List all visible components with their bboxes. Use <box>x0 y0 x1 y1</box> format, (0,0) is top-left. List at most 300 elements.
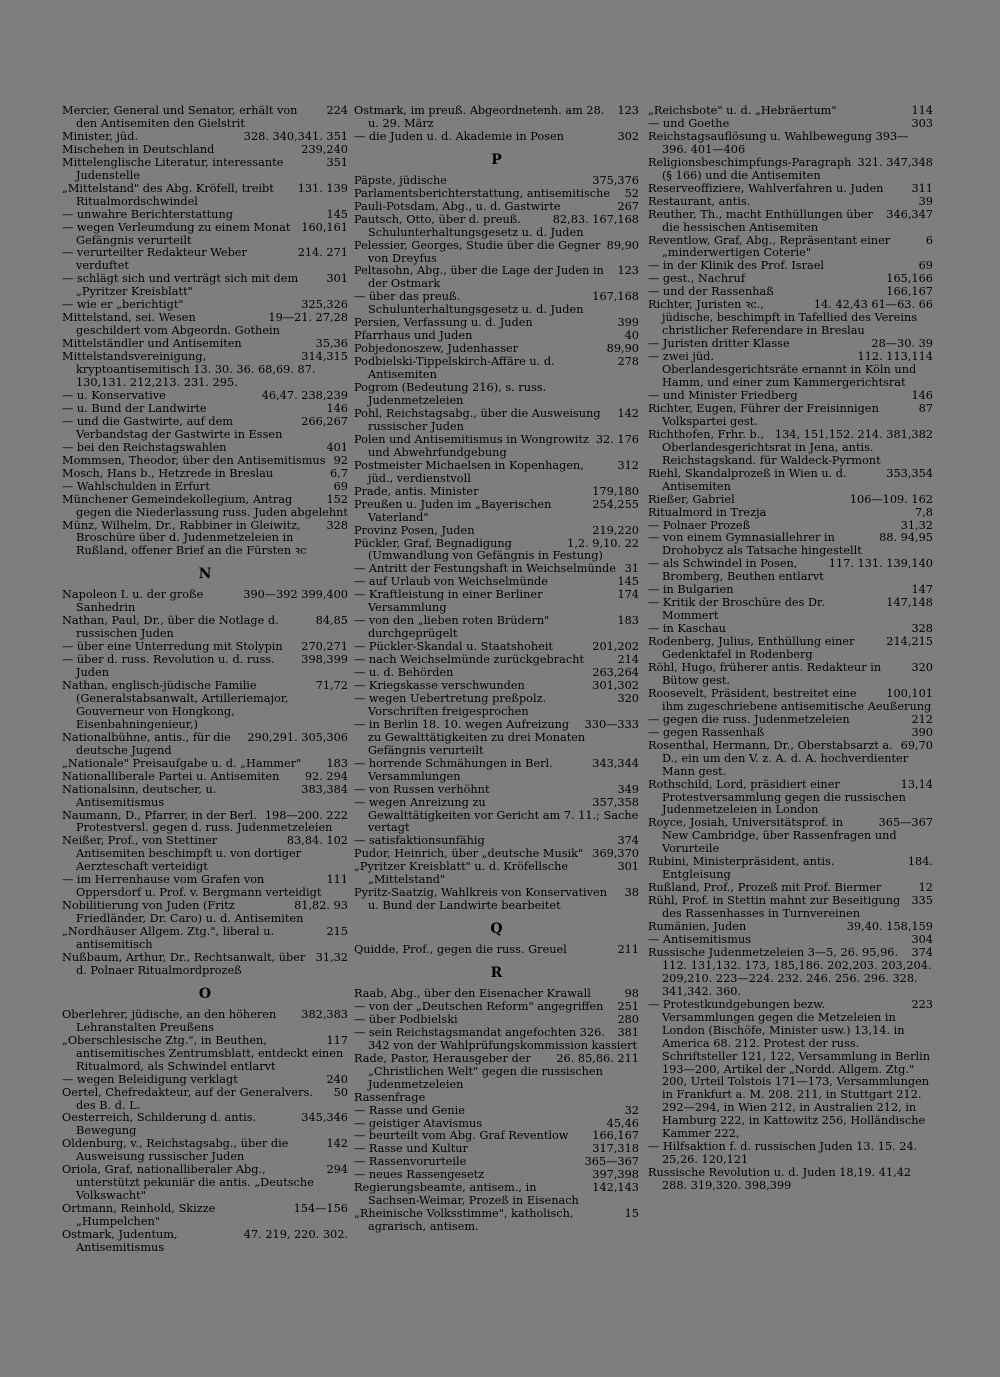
index-entry <box>648 740 933 779</box>
index-entry <box>354 291 639 317</box>
entry-text: „Reichsbote" u. d. „Hebräertum" <box>648 104 837 117</box>
entry-text: — Rasse und Genie <box>354 1103 465 1117</box>
page-references: 7,8 <box>915 505 933 519</box>
page-references: 179,180 <box>592 484 639 498</box>
entry-text: — u. Konservative <box>62 388 166 402</box>
index-entry <box>648 558 933 584</box>
entry-text: — Rassenvorurteile <box>354 1155 467 1169</box>
page-references: 351 <box>326 155 348 169</box>
index-entry <box>648 817 933 856</box>
page-references: 84,85 <box>315 614 348 628</box>
page-references: 31 <box>624 562 639 576</box>
entry-text: — im Herrenhause vom Grafen von Oppersdorf u. Prof. v. Bergmann verteidigt <box>62 873 322 900</box>
page-references: 69 <box>918 259 933 273</box>
entry-text: Ostmark, Judentum, Antisemitismus <box>62 1228 178 1255</box>
page-references: 214. 271 <box>297 246 348 260</box>
page-references: 142,143 <box>592 1181 639 1195</box>
index-entry <box>354 1182 639 1208</box>
entry-text: — in Bulgarien <box>648 583 734 597</box>
index-entry <box>62 1035 348 1074</box>
page-references: 174 <box>617 588 639 602</box>
page-references: 6 <box>925 233 933 247</box>
index-column-3 <box>648 105 933 1193</box>
page-references: 71,72 <box>315 678 348 692</box>
entry-text: — Kritik der Broschüre des Dr. Mommert <box>648 596 825 623</box>
page-references: 112. 113,114 <box>857 350 933 364</box>
page-references: 270,271 <box>301 640 348 654</box>
entry-text: Rumänien, Juden <box>648 920 747 934</box>
entry-text: Russische Revolution u. d. Juden 18,19. 41,42 288. 319,320. 398,399 <box>648 1166 912 1193</box>
index-entry <box>354 719 639 758</box>
index-entry <box>354 1208 639 1234</box>
page-references: 401 <box>326 440 348 454</box>
index-entry <box>354 861 639 887</box>
page-references: 349 <box>617 782 639 796</box>
page-references: 317,318 <box>592 1142 639 1156</box>
entry-text: — gegen die russ. Judenmetzeleien <box>648 712 850 726</box>
index-entry <box>354 105 639 131</box>
entry-text: Royce, Josiah, Universitätsprof. in New Cambridge, über Rassenfragen und Vorurteile <box>648 816 897 856</box>
page-references: 183 <box>617 614 639 628</box>
page-references: 32 <box>624 1103 639 1117</box>
page-references: 201,202 <box>592 640 639 654</box>
entry-text: Richter, Juristen ꝛc., jüdische, beschimpft in Tafellied des Vereins christlicher Referendare in Breslau <box>648 298 918 338</box>
index-entry <box>648 157 933 183</box>
section-letter: N <box>198 566 212 583</box>
page-references: 82,83. 167,168 <box>552 212 639 226</box>
entry-text: Münchener Gemeindekollegium, Antrag gegen die Niederlassung russ. Juden abgelehnt <box>62 492 348 519</box>
page-references: 343,344 <box>592 756 639 770</box>
index-entry <box>62 183 348 209</box>
page-references: 142 <box>617 406 639 420</box>
entry-text: Pogrom (Bedeutung 216), s. russ. Judenmetzeleien <box>354 381 547 408</box>
index-entry <box>354 538 639 564</box>
page-references: 147,148 <box>886 596 933 610</box>
index-entry <box>62 1009 348 1035</box>
entry-text: — über d. russ. Revolution u. d. russ. Juden <box>62 653 275 680</box>
page-references: 46,47. 238,239 <box>261 388 348 402</box>
index-entry <box>354 240 639 266</box>
page-references: 100,101 <box>886 686 933 700</box>
page-references: 81,82. 93 <box>294 899 348 913</box>
page-references: 69 <box>333 479 348 493</box>
page-references: 383,384 <box>301 782 348 796</box>
entry-text: Postmeister Michaelsen in Kopenhagen, jüd., verdienstvoll <box>354 458 584 485</box>
page-references: 301 <box>326 272 348 286</box>
entry-text: Reserveoffiziere, Wahlverfahren u. Juden <box>648 181 884 195</box>
entry-text: Mercier, General und Senator, erhält von den Antisemiten den Gielstrit <box>62 104 298 130</box>
entry-text: — in Kaschau <box>648 622 726 636</box>
section-letter: R <box>490 965 503 982</box>
index-entry <box>354 1027 639 1053</box>
index-entry <box>648 1167 933 1193</box>
page-references: 142 <box>326 1137 348 1151</box>
page-references: 215 <box>326 925 348 939</box>
page-references: 381 <box>617 1025 639 1039</box>
entry-text: Mischehen in Deutschland <box>62 142 215 156</box>
index-entry <box>354 408 639 434</box>
entry-text: — gest., Nachruf <box>648 272 745 286</box>
index-entry <box>62 1203 348 1229</box>
index-entry <box>354 131 639 144</box>
index-entry <box>354 693 639 719</box>
index-entry <box>62 157 348 183</box>
page-references: 69,70 <box>900 738 933 752</box>
entry-text: Nußbaum, Arthur, Dr., Rechtsanwalt, über d. Polnaer Ritualmordprozeß <box>62 951 306 977</box>
index-entry <box>648 779 933 818</box>
entry-text: — sein Reichstagsmandat angefochten 326. 342 von der Wahlprüfungskommission kassiert <box>354 1025 638 1052</box>
index-entry <box>62 900 348 926</box>
index-entry <box>62 926 348 952</box>
entry-text: Provinz Posen, Juden <box>354 523 475 537</box>
entry-text: — Kraftleistung in einer Berliner Versammlung <box>354 588 543 615</box>
page-references: 47. 219, 220. 302. <box>243 1228 348 1242</box>
page-references: 28—30. 39 <box>871 337 933 351</box>
index-entry <box>648 532 933 558</box>
entry-text: — von der „Deutschen Reform" angegriffen <box>354 999 604 1013</box>
page-references: 254,255 <box>592 497 639 511</box>
page-references: 280 <box>617 1012 639 1026</box>
page-references: 146 <box>911 388 933 402</box>
index-entry <box>62 494 348 520</box>
entry-text: — u. d. Behörden <box>354 666 454 680</box>
entry-text: Napoleon I. u. der große Sanhedrin <box>62 588 204 615</box>
page-references: 239,240 <box>301 142 348 156</box>
index-entry <box>354 460 639 486</box>
entry-text: Rießer, Gabriel <box>648 492 735 506</box>
entry-text: Rühl, Prof. in Stettin mahnt zur Beseitigung des Rassenhasses in Turnvereinen <box>648 894 901 921</box>
entry-text: Münz, Wilhelm, Dr., Rabbiner in Gleiwitz, Broschüre über d. Judenmetzeleien in Rußland, offener Brief an die Fürsten ꝛc <box>62 518 307 558</box>
entry-text: Rußland, Prof., Prozeß mit Prof. Biermer <box>648 881 882 895</box>
entry-text: — und die Gastwirte, auf dem Verbandstag der Gastwirte in Essen <box>62 414 283 441</box>
page-references: 303 <box>911 116 933 130</box>
index-entry <box>648 856 933 882</box>
entry-text: — bei den Reichstagswahlen <box>62 440 227 454</box>
entry-text: — geistiger Atavismus <box>354 1116 483 1130</box>
entry-text: — Antisemitismus <box>648 933 752 946</box>
page-references: 123 <box>617 104 639 117</box>
entry-text: Oertel, Chefredakteur, auf der Generalvers. des B. d. L. <box>62 1085 313 1112</box>
index-entry <box>62 615 348 641</box>
page-references: 50 <box>333 1085 348 1099</box>
entry-text: Mittelständler und Antisemiten <box>62 337 242 351</box>
index-entry <box>648 299 933 338</box>
entry-text: — gegen Rassenhaß <box>648 725 765 739</box>
page-references: 145 <box>617 575 639 589</box>
page-references: 219,220 <box>592 523 639 537</box>
entry-text: Pobjedonoszew, Judenhasser <box>354 342 519 356</box>
page-references: 31,32 <box>900 518 933 532</box>
entry-text: „Pyritzer Kreisblatt" u. d. Kröfellsche „Mittelstand" <box>354 860 569 887</box>
page-references: 38 <box>624 886 639 900</box>
entry-text: Mommsen, Theodor, über den Antisemitismus <box>62 453 326 467</box>
entry-text: „Mittelstand" des Abg. Kröfell, treibt Ritualmordschwindel <box>62 181 274 208</box>
page-references: 26. 85,86. 211 <box>556 1051 639 1065</box>
entry-text: — und Goethe <box>648 116 730 130</box>
index-entry <box>62 1164 348 1203</box>
page-references: 92 <box>333 453 348 467</box>
entry-text: Reventlow, Graf, Abg., Repräsentant einer „minderwertigen Coterie" <box>648 233 891 260</box>
page-references: 123 <box>617 264 639 278</box>
page-references: 32. 176 <box>595 432 639 446</box>
page-references: 294 <box>326 1163 348 1177</box>
page-references: 374 <box>617 834 639 848</box>
index-entry <box>648 688 933 714</box>
entry-text: Rosenthal, Hermann, Dr., Oberstabsarzt a. D., ein um den V. z. A. d. A. hochverdienter Mann gest. <box>648 738 909 778</box>
entry-text: Ostmark, im preuß. Abgeordnetenh. am 28. u. 29. März <box>354 104 605 130</box>
entry-text: — beurteilt vom Abg. Graf Reventlow <box>354 1129 569 1143</box>
entry-text: — Protestkundgebungen bezw. Versammlungen gegen die Metzeleien in London (Bischöfe, Minister usw.) 13,14. in America 68. 212. Protest der russ. Schriftsteller 121, 122, Versammlung in Berlin 193—200, Artikel der „Nordd. Allgem. Ztg." 200, Urteil Tolstois 171—173, Versammlungen in Frankfurt a. M. 208. 211, in Stuttgart 212. 292—294, in Wien 212, in Australien 212, in Hamburg 222, in Kattowitz 256, Holländische Kammer 222, <box>648 997 931 1141</box>
page-references: 13,14 <box>900 777 933 791</box>
page-references: 15 <box>624 1207 639 1221</box>
index-column-2 <box>354 105 639 1234</box>
page-references: 266,267 <box>301 414 348 428</box>
page-references: 39 <box>918 194 933 208</box>
index-column-1 <box>62 105 348 1255</box>
index-entry <box>354 214 639 240</box>
entry-text: — satisfaktionsunfähig <box>354 834 485 848</box>
entry-text: Polen und Antisemitismus in Wongrowitz und Abwehrfundgebung <box>354 432 589 459</box>
page-references: 301 <box>617 860 639 874</box>
index-entry <box>648 209 933 235</box>
entry-text: — auf Urlaub von Weichselmünde <box>354 575 548 589</box>
index-entry <box>354 434 639 460</box>
entry-text: Neißer, Prof., von Stettiner Antisemiten beschimpft u. von dortiger Aerzteschaft verteidigt <box>62 834 302 874</box>
index-entry <box>648 351 933 390</box>
entry-text: Nationalbühne, antis., für die deutsche Jugend <box>62 730 231 757</box>
entry-text: Parlamentsberichterstattung, antisemitische <box>354 186 611 200</box>
page-references: 6,7 <box>330 466 348 480</box>
page-references: 398,399 <box>301 653 348 667</box>
entry-text: Nationalliberale Partei u. Antisemiten <box>62 769 280 783</box>
entry-text: — wegen Verleumdung zu einem Monat Gefängnis verurteilt <box>62 220 291 247</box>
index-entry <box>62 1087 348 1113</box>
entry-text: Pyritz-Saatzig, Wahlkreis von Konservativen u. Bund der Landwirte bearbeitet <box>354 886 607 913</box>
page-references: 320 <box>911 660 933 674</box>
entry-text: Peltasohn, Abg., über die Lage der Juden in der Ostmark <box>354 264 604 291</box>
entry-text: Prade, antis. Minister <box>354 484 479 498</box>
entry-text: Pfarrhaus und Juden <box>354 329 473 343</box>
entry-text: — in der Klinik des Prof. Israel <box>648 259 825 273</box>
page-references: 365—367 <box>584 1155 639 1169</box>
entry-text: Rothschild, Lord, präsidiert einer Protestversammlung gegen die russischen Judenmetzeleien in London <box>648 777 906 817</box>
section-letter: P <box>491 151 502 168</box>
entry-text: — horrende Schmähungen in Berl. Versammlungen <box>354 756 553 783</box>
index-entry <box>354 944 639 957</box>
index-entry <box>354 265 639 291</box>
entry-text: Quidde, Prof., gegen die russ. Greuel <box>354 943 567 957</box>
index-entry <box>62 654 348 680</box>
page-references: 211 <box>617 943 639 957</box>
page-references: 114 <box>911 104 933 117</box>
entry-text: — Juristen dritter Klasse <box>648 337 790 351</box>
entry-text: „Oberschlesische Ztg.", in Beuthen, antisemitisches Zentrumsblatt, entdeckt einen Ritualmord, als Schwindel entlarvt <box>62 1033 344 1073</box>
entry-text: Oldenburg, v., Reichstagsabg., über die Ausweisung russischer Juden <box>62 1137 289 1164</box>
page-references: 312 <box>617 458 639 472</box>
index-entry <box>354 499 639 525</box>
entry-text: — wegen Anreizung zu Gewalttätigkeiten vor Gericht am 7. 11.; Sache vertagt <box>354 795 639 835</box>
entry-text: — Rasse und Kultur <box>354 1142 468 1156</box>
entry-text: Rubini, Ministerpräsident, antis. Entgleisung <box>648 855 835 882</box>
index-entry <box>62 1138 348 1164</box>
page-references: 314,315 <box>301 350 348 364</box>
index-entry <box>62 312 348 338</box>
page-references: 302 <box>617 129 639 143</box>
page-references: 346,347 <box>886 207 933 221</box>
entry-text: Pelessier, Georges, Studie über die Gegner von Dreyfus <box>354 238 601 265</box>
entry-text: — über eine Unterredung mit Stolypin <box>62 640 283 654</box>
entry-text: Mittelstandsvereinigung, kryptoantisemitisch 13. 30. 36. 68,69. 87. 130,131. 212,213. 231. 295. <box>62 350 316 390</box>
page-references: 14. 42,43 61—63. 66 <box>813 298 933 312</box>
entry-text: — über das preuß. Schulunterhaltungsgesetz u. d. Juden <box>354 290 584 317</box>
page-references: 131. 139 <box>297 181 348 195</box>
index-entry <box>62 589 348 615</box>
index-entry <box>648 468 933 494</box>
page-references: 375,376 <box>592 173 639 187</box>
entry-text: Rodenberg, Julius, Enthüllung einer Gedenktafel in Rodenberg <box>648 635 855 662</box>
index-entry <box>62 520 348 559</box>
index-entry <box>648 429 933 468</box>
entry-text: Mosch, Hans b., Hetzrede in Breslau <box>62 466 274 480</box>
entry-text: Religionsbeschimpfungs-Paragraph (§ 166) und die Antisemiten <box>648 155 852 182</box>
page-references: 88. 94,95 <box>879 531 933 545</box>
index-entry <box>354 797 639 836</box>
entry-text: — Pückler-Skandal u. Staatshoheit <box>354 640 553 654</box>
page-references: 397,398 <box>592 1168 639 1182</box>
page-references: 214 <box>617 653 639 667</box>
entry-text: Rassenfrage <box>354 1090 426 1104</box>
index-entry <box>62 273 348 299</box>
page-references: 117. 131. 139,140 <box>828 557 933 571</box>
page-references: 369,370 <box>592 847 639 861</box>
entry-text: — von Russen verhöhnt <box>354 782 490 796</box>
entry-text: Pohl, Reichstagsabg., über die Ausweisung russischer Juden <box>354 406 601 433</box>
entry-text: Nathan, Paul, Dr., über die Notlage d. russischen Juden <box>62 614 279 641</box>
page-references: 390 <box>911 725 933 739</box>
page-references: 111 <box>326 873 348 887</box>
page-references: 328 <box>326 518 348 532</box>
index-entry <box>354 887 639 913</box>
entry-text: Podbielski-Tippelskirch-Affäre u. d. Antisemiten <box>354 355 555 382</box>
page-references: 251 <box>617 999 639 1013</box>
entry-text: Rade, Pastor, Herausgeber der „Christlichen Welt" gegen die russischen Judenmetzeleien <box>354 1051 603 1091</box>
page-references: 382,383 <box>301 1007 348 1021</box>
page-references: 117 <box>326 1033 348 1047</box>
entry-text: — wegen Uebertretung preßpolz. Vorschriften freigesprochen <box>354 691 547 718</box>
page-references: 311 <box>911 181 933 195</box>
entry-text: Nathan, englisch-jüdische Familie (Generalstabsanwalt, Artilleriemajor, Gouverneur von Hongkong, Eisenbahningenieur,) <box>62 678 289 731</box>
page-references: 374 <box>911 945 933 959</box>
page-references: 224 <box>326 104 348 117</box>
page-references: 328 <box>911 622 933 636</box>
page-references: 106—109. 162 <box>849 492 933 506</box>
entry-text: — von den „lieben roten Brüdern" durchgeprügelt <box>354 614 550 641</box>
page-references: 240 <box>326 1072 348 1086</box>
page-references: 304 <box>911 933 933 946</box>
entry-text: — und Minister Friedberg <box>648 388 798 402</box>
entry-text: Oberlehrer, jüdische, an den höheren Lehranstalten Preußens <box>62 1007 277 1034</box>
section-letter: O <box>198 985 212 1002</box>
index-entry <box>648 235 933 261</box>
page-references: 83,84. 102 <box>286 834 348 848</box>
index-entry <box>62 351 348 390</box>
page-references: 290,291. 305,306 <box>247 730 348 744</box>
page-references: 365—367 <box>878 816 933 830</box>
entry-text: — neues Rassengesetz <box>354 1168 485 1182</box>
entry-text: Ritualmord in Trezja <box>648 505 767 519</box>
index-entry <box>62 732 348 758</box>
page-references: 184. <box>907 855 933 869</box>
entry-text: — unwahre Berichterstattung <box>62 207 233 221</box>
index-entry <box>62 416 348 442</box>
page-references: 320 <box>617 691 639 705</box>
entry-text: Mittelstand, sei. Wesen geschildert vom Abgeordn. Gothein <box>62 311 280 338</box>
page-references: 145 <box>326 207 348 221</box>
page-references: 335 <box>911 894 933 908</box>
page-references: 160,161 <box>301 220 348 234</box>
page-references: 147 <box>911 583 933 597</box>
page-references: 134, 151,152. 214. 381,382 <box>774 427 933 441</box>
entry-text: Oesterreich, Schilderung d. antis. Bewegung <box>62 1111 257 1138</box>
index-entry <box>648 947 933 999</box>
index-entry <box>648 999 933 1141</box>
page-references: 263,264 <box>592 666 639 680</box>
entry-text: — über Podbielski <box>354 1012 458 1026</box>
page-references: 98 <box>624 987 639 1000</box>
entry-text: — wie er „berichtigt" <box>62 298 184 312</box>
index-entry <box>62 874 348 900</box>
entry-text: Mittelenglische Literatur, interessante Judenstelle <box>62 155 284 182</box>
entry-text: „Nordhäuser Allgem. Ztg.", liberal u. antisemitisch <box>62 925 275 952</box>
index-entry <box>62 784 348 810</box>
page-references: 345,346 <box>301 1111 348 1125</box>
index-entry <box>354 1053 639 1092</box>
index-entry <box>648 403 933 429</box>
entry-text: Pückler, Graf, Begnadigung (Umwandlung von Gefängnis in Festung) <box>354 536 603 563</box>
entry-text: Pauli-Potsdam, Abg., u. d. Gastwirte <box>354 199 561 213</box>
entry-text: Naumann, D., Pfarrer, in der Berl. Protestversl. gegen d. russ. Judenmetzeleien <box>62 808 333 835</box>
page-references: 52 <box>624 186 639 200</box>
entry-text: — und der Rassenhaß <box>648 285 774 299</box>
entry-text: — u. Bund der Landwirte <box>62 401 207 415</box>
index-entry <box>62 105 348 131</box>
page-references: 325,326 <box>301 298 348 312</box>
page-references: 328. 340,341. 351 <box>243 129 348 143</box>
page-references: 321. 347,348 <box>857 155 933 169</box>
page-references: 198—200. 222 <box>264 808 348 822</box>
section-letter: Q <box>490 921 503 938</box>
page-references: 357,358 <box>592 795 639 809</box>
entry-text: — Hilfsaktion f. d. russischen Juden 13. 15. 24. 25,26. 120,121 <box>648 1140 918 1167</box>
index-entry <box>648 131 933 157</box>
entry-text: — verurteilter Redakteur Weber verduftet <box>62 246 247 273</box>
index-entry <box>62 810 348 836</box>
entry-text: — die Juden u. d. Akademie in Posen <box>354 129 564 143</box>
page-references: 214,215 <box>886 635 933 649</box>
page-references: 212 <box>911 712 933 726</box>
index-entry <box>648 895 933 921</box>
entry-text: — Antritt der Festungshaft in Weichselmünde <box>354 562 616 576</box>
page-references: 166,167 <box>592 1129 639 1143</box>
page-references: 39,40. 158,159 <box>846 920 933 934</box>
page-references: 35,36 <box>315 337 348 351</box>
entry-text: Restaurant, antis. <box>648 194 751 208</box>
entry-text: Päpste, jüdische <box>354 173 447 187</box>
page-references: 330—333 <box>584 717 639 731</box>
page-references: 183 <box>326 756 348 770</box>
page-references: 267 <box>617 199 639 213</box>
entry-text: Russische Judenmetzeleien 3—5, 26. 95,96. 112. 131,132. 173, 185,186. 202,203. 203,204. 209,210. 223—224. 232. 246. 256. 296. 328. 341,342. 360. <box>648 945 932 998</box>
